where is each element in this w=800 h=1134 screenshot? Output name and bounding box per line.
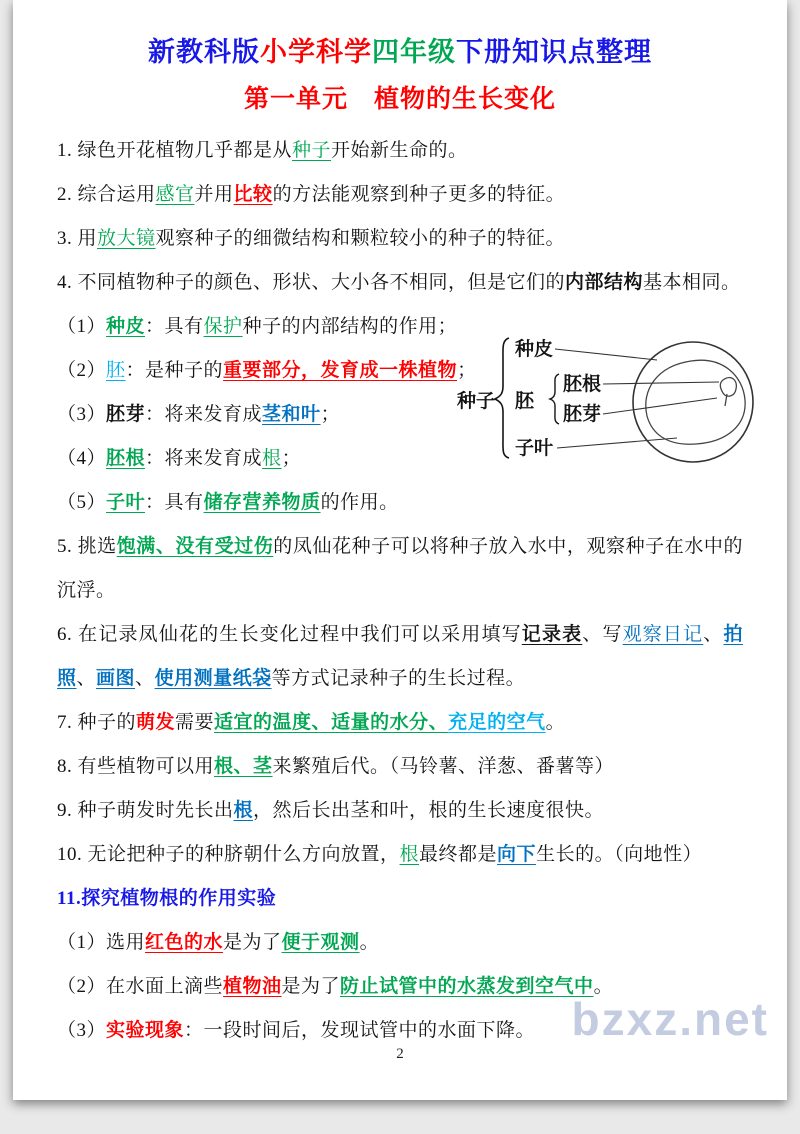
text-segment: 生长的。（向地性）	[536, 844, 703, 865]
text-segment: （1）选用	[57, 932, 146, 953]
text-segment: （4）	[57, 448, 107, 469]
paragraph	[57, 129, 743, 173]
text-segment: 子叶	[106, 492, 146, 513]
text-segment: （5）	[57, 492, 107, 513]
paragraph	[57, 613, 743, 701]
paragraph	[57, 481, 743, 525]
text-segment: 防止试管中的水蒸发到空气中	[340, 976, 594, 997]
diagram-label-seed: 种子	[457, 391, 496, 412]
text-segment: 、写	[582, 624, 623, 645]
text-segment: 根	[233, 800, 254, 821]
paragraph	[57, 789, 743, 833]
text-segment: 实验现象	[106, 1020, 185, 1041]
text-segment: 适宜的温度、	[214, 712, 332, 733]
text-segment: （3）	[57, 1020, 107, 1041]
text-segment: 并用	[194, 184, 234, 205]
text-segment: 下册	[456, 37, 512, 67]
text-segment: 重要部分，发育成一株植物	[223, 360, 458, 381]
text-segment: 向下	[497, 844, 537, 865]
text-segment: 开始新生命的。	[331, 140, 468, 161]
text-segment: 等方式记录种子的生长过程。	[271, 668, 526, 689]
text-segment: 胚	[106, 360, 126, 381]
text-segment: 。	[545, 712, 566, 733]
text-segment: 四年级	[372, 37, 456, 67]
diagram-label-embryo: 胚	[515, 391, 535, 412]
seed-structure-diagram	[455, 328, 767, 480]
pointer-line-cotyledon	[557, 438, 677, 448]
text-segment: 画图	[96, 668, 136, 689]
text-segment: 2. 综合运用	[57, 184, 156, 205]
diagram-label-cotyledon: 子叶	[515, 438, 554, 459]
text-segment: 内部结构	[565, 272, 644, 293]
text-segment: 记录表	[521, 624, 583, 645]
text-segment: ；	[281, 448, 302, 469]
diagram-label-seed-coat: 种皮	[515, 339, 554, 360]
text-segment: 3. 用	[57, 228, 98, 249]
text-segment: ：将来发育成	[145, 448, 263, 469]
paragraph-list	[57, 129, 743, 1053]
text-segment: 根	[399, 844, 420, 865]
document-page	[13, 0, 787, 1100]
seed-diagram-svg	[455, 328, 767, 480]
text-segment: （1）	[57, 316, 107, 337]
page-title	[57, 30, 743, 69]
text-segment: ：具有	[145, 492, 204, 513]
text-segment: ；	[457, 360, 477, 381]
text-segment: 观察种子的细微结构和颗粒较小的种子的特征。	[155, 228, 566, 249]
document-body	[13, 0, 787, 1053]
text-segment: 比较	[233, 184, 273, 205]
text-segment: 胚芽	[106, 404, 146, 425]
text-segment: 饱满、没有受过伤	[116, 536, 274, 557]
text-segment: 茎和叶	[262, 404, 321, 425]
text-segment: ：是种子的	[125, 360, 224, 381]
paragraph	[57, 173, 743, 217]
text-segment: 感官	[155, 184, 195, 205]
text-segment: 10. 无论把种子的种脐朝什么方向放置，	[57, 844, 400, 865]
text-segment: 、	[135, 668, 155, 689]
site-watermark: bzxz.net	[571, 993, 769, 1045]
paragraph	[57, 217, 743, 261]
text-segment: 根、茎	[214, 756, 273, 777]
text-segment: 8. 有些植物可以用	[57, 756, 215, 777]
pointer-line-radicle	[603, 382, 719, 384]
text-segment: （3）	[57, 404, 107, 425]
small-brace-icon	[550, 374, 559, 424]
embryo-sketch	[720, 378, 736, 406]
text-segment: 根	[262, 448, 282, 469]
text-segment: 小学科学	[260, 37, 372, 67]
text-segment: ：一段时间后，发现试管中的水面下降。	[184, 1020, 536, 1041]
text-segment: 萌发	[136, 712, 176, 733]
text-segment: 观察日记	[622, 624, 704, 645]
text-segment: 7. 种子的	[57, 712, 137, 733]
text-segment: 最终都是	[419, 844, 498, 865]
text-segment: 便于观测	[281, 932, 360, 953]
text-segment: 的作用。	[320, 492, 399, 513]
text-segment: 、	[76, 668, 97, 689]
text-segment: 适量的水分、	[331, 712, 449, 733]
diagram-label-plumule: 胚芽	[563, 404, 602, 425]
paragraph	[57, 833, 743, 877]
text-segment: 种皮	[106, 316, 146, 337]
text-segment: 来繁殖后代。（马铃薯、洋葱、番薯等）	[272, 756, 615, 777]
text-segment: 的凤仙花种子可以将种子放入水中，观察种子在水中的沉浮。	[57, 536, 743, 601]
text-segment: 需要	[175, 712, 215, 733]
text-segment: 11.探究植物根的作用实验	[57, 888, 277, 909]
paragraph	[57, 877, 743, 921]
text-segment: 是为了	[223, 932, 282, 953]
text-segment: 。	[593, 976, 614, 997]
text-segment: 新教科版	[148, 37, 260, 67]
pointer-line-seed-coat	[555, 349, 657, 360]
text-segment: （2）	[57, 360, 107, 381]
text-segment: ，然后长出茎和叶，根的生长速度很快。	[253, 800, 605, 821]
text-segment: 充足的空气	[448, 712, 546, 733]
paragraph	[57, 525, 743, 613]
paragraph	[57, 701, 743, 745]
text-segment: 放大镜	[97, 228, 156, 249]
page-number: 2	[396, 1046, 404, 1062]
text-segment: 、	[703, 624, 724, 645]
text-segment: 红色的水	[145, 932, 224, 953]
unit-subtitle	[57, 79, 743, 115]
text-segment: 种子的内部结构的作用；	[242, 316, 458, 337]
text-segment: 胚根	[106, 448, 146, 469]
text-segment: 植物油	[223, 976, 282, 997]
text-segment: 第一单元 植物的生长变化	[243, 86, 556, 113]
paragraph	[57, 745, 743, 789]
text-segment: 基本相同。	[643, 272, 741, 293]
text-segment: 9. 种子萌发时先长出	[57, 800, 234, 821]
text-segment: ：将来发育成	[145, 404, 263, 425]
diagram-label-radicle: 胚根	[563, 374, 602, 395]
text-segment: 种子	[292, 140, 332, 161]
text-segment: 6. 在记录凤仙花的生长变化过程中我们可以采用填写	[57, 624, 522, 645]
text-segment: 使用测量纸袋	[154, 668, 272, 689]
text-segment: ：具有	[145, 316, 204, 337]
text-segment: 的方法能观察到种子更多的特征。	[272, 184, 566, 205]
text-segment: 拍照	[57, 624, 743, 689]
text-segment: ；	[320, 404, 341, 425]
text-segment: 是为了	[281, 976, 341, 997]
paragraph	[57, 261, 743, 305]
text-segment: 4. 不同植物种子的颜色、形状、大小各不相同，但是它们的	[57, 272, 566, 293]
text-segment: 5. 挑选	[57, 536, 117, 557]
text-segment: 知识点整理	[512, 37, 652, 67]
text-segment: 。	[359, 932, 380, 953]
text-segment: 1. 绿色开花植物几乎都是从	[57, 140, 293, 161]
text-segment: 储存营养物质	[203, 492, 321, 513]
pointer-line-plumule	[603, 398, 717, 414]
seed-body-sketch	[646, 360, 745, 444]
big-brace-icon	[495, 338, 509, 458]
paragraph	[57, 921, 743, 965]
text-segment: 保护	[203, 316, 243, 337]
text-segment: （2）在水面上滴些	[57, 976, 224, 997]
